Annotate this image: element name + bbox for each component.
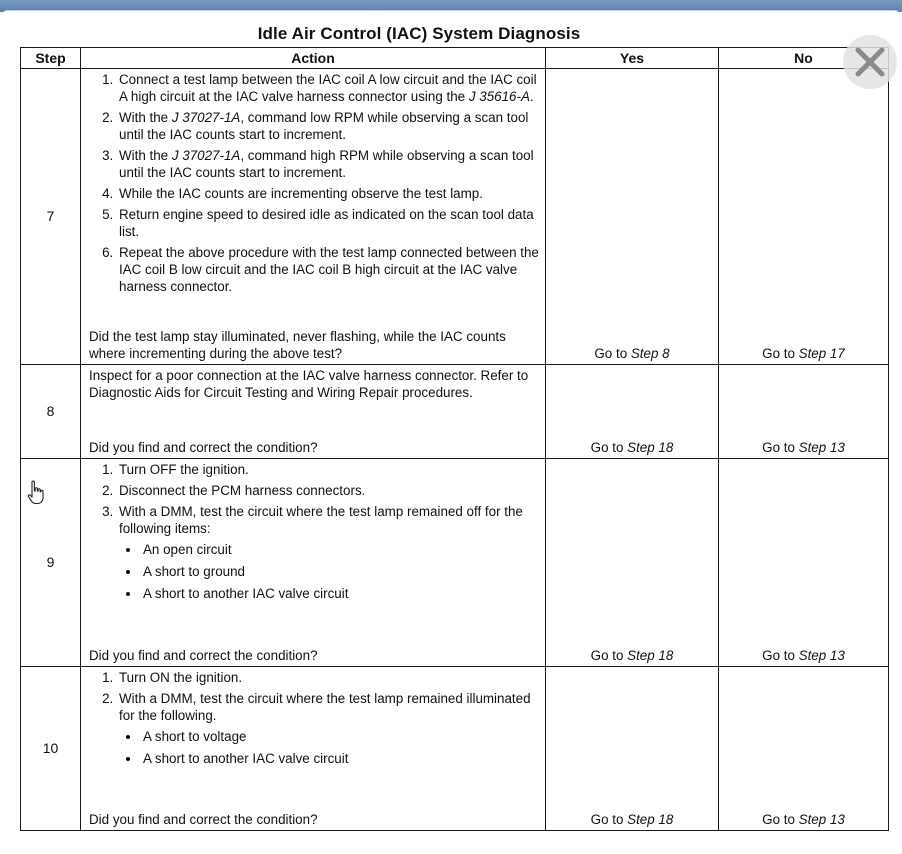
goto-target-step: Step 18 [627,440,674,455]
table-row [21,365,889,459]
goto-prefix: Go to [762,440,799,455]
diagnosis-table [20,47,889,831]
action-steps-list [89,669,541,772]
goto-yes-link[interactable] [594,346,669,361]
action-text: With the [119,148,172,163]
action-text: , command low RPM while observing a scan tool until the IAC counts start to increment. [119,110,529,142]
goto-target-step: Step 13 [798,440,845,455]
action-step-item [117,482,541,499]
header-action: Action [81,48,546,69]
step-number: 7 [21,69,81,365]
action-step-item [117,690,541,767]
hand-pointer-icon [26,480,46,506]
step-question: Did the test lamp stay illuminated, never flashing, while the IAC counts where incrementing during the above test? [89,329,506,361]
action-cell [81,69,546,365]
no-cell [719,667,889,831]
step-number: 9 [21,459,81,667]
tool-reference: J 35616-A [468,89,530,104]
goto-target-step: Step 13 [798,648,845,663]
action-text: With a DMM, test the circuit where the test lamp remained off for the following items: [119,504,523,536]
table-row [21,69,889,365]
goto-prefix: Go to [762,812,799,827]
check-item: • An open circuit [141,541,541,558]
header-step: Step [21,48,81,69]
action-cell [81,667,546,831]
action-step-item [117,461,541,478]
action-cell [81,459,546,667]
goto-prefix: Go to [590,812,628,827]
header-yes: Yes [546,48,719,69]
close-button[interactable] [843,35,897,89]
action-step-item [117,71,541,105]
check-item: • A short to voltage [141,728,541,745]
yes-cell [546,365,719,459]
goto-prefix: Go to [590,648,628,663]
action-step-item [117,147,541,181]
goto-target-step: Step 8 [630,346,670,361]
goto-prefix: Go to [590,440,628,455]
check-item: • A short to ground [141,563,541,580]
table-row [21,667,889,831]
no-cell [719,365,889,459]
action-text: Repeat the above procedure with the test lamp connected between the IAC coil B low circuit and the IAC coil B high circuit at the IAC valve harness connector. [119,245,539,294]
action-step-item [117,206,541,240]
no-cell [719,69,889,365]
goto-prefix: Go to [594,346,631,361]
goto-prefix: Go to [762,648,799,663]
goto-prefix: Go to [762,346,799,361]
action-text: , command high RPM while observing a scan tool until the IAC counts start to increment. [119,148,534,180]
goto-yes-link[interactable] [591,440,674,455]
goto-target-step: Step 18 [627,812,674,827]
action-text: Inspect for a poor connection at the IAC valve harness connector. Refer to Diagnostic Aids for Circuit Testing and Wiring Repair procedures. [89,368,529,400]
action-steps-list [89,461,541,607]
action-text: With a DMM, test the circuit where the test lamp remained illuminated for the following. [119,691,531,723]
tool-reference: J 37027-1A [171,110,241,125]
action-text: Disconnect the PCM harness connectors. [119,483,366,498]
action-step-item [117,669,541,686]
action-step-item [117,503,541,602]
action-step-item [117,109,541,143]
action-text: While the IAC counts are incrementing observe the test lamp. [119,186,483,201]
goto-target-step: Step 18 [627,648,674,663]
yes-cell [546,69,719,365]
step-question: Did you find and correct the condition? [89,440,318,455]
step-number: 8 [21,365,81,459]
goto-target-step: Step 17 [798,346,845,361]
tool-reference: J 37027-1A [171,148,241,163]
action-text: With the [119,110,172,125]
action-text: Turn ON the ignition. [119,670,243,685]
yes-cell [546,459,719,667]
action-steps-list [89,71,541,299]
check-items-list [119,728,541,767]
goto-target-step: Step 13 [798,812,845,827]
goto-no-link[interactable] [762,346,845,361]
header-no: No [719,48,889,69]
table-row [21,459,889,667]
close-icon [853,45,887,79]
action-text: Return engine speed to desired idle as indicated on the scan tool data list. [119,207,534,239]
action-text: Connect a test lamp between the IAC coil A low circuit and the IAC coil A high circuit at the IAC valve harness connector using the [119,72,537,104]
goto-no-link[interactable] [762,648,845,663]
check-item: • A short to another IAC valve circuit [141,750,541,767]
table-header-row [21,48,889,69]
step-question: Did you find and correct the condition? [89,812,318,827]
action-text: Turn OFF the ignition. [119,462,249,477]
goto-yes-link[interactable] [591,812,674,827]
action-step-item [117,244,541,295]
yes-cell [546,667,719,831]
action-cell [81,365,546,459]
no-cell [719,459,889,667]
action-step-item [117,185,541,202]
goto-no-link[interactable] [762,440,845,455]
step-number: 10 [21,667,81,831]
step-question: Did you find and correct the condition? [89,648,318,663]
goto-yes-link[interactable] [591,648,674,663]
check-items-list [119,541,541,602]
check-item: • A short to another IAC valve circuit [141,585,541,602]
action-text: . [529,89,534,104]
document-title: Idle Air Control (IAC) System Diagnosis [257,24,581,43]
goto-no-link[interactable] [762,812,845,827]
